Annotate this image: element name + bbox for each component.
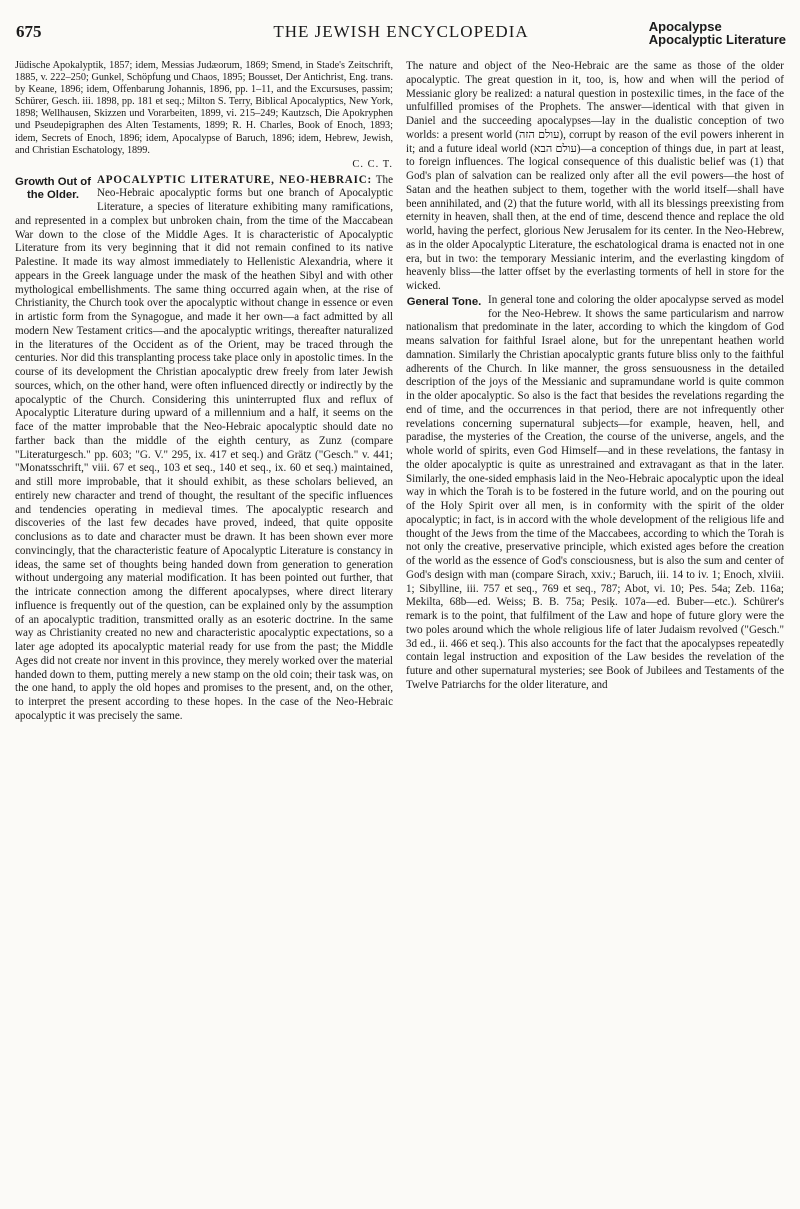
paragraph-1: Growth Out of the Older. The Neo-Hebraic apocalyptic forms but one branch of Apocalyptic Literature, a species of literature exhibiting many ramifications, and represented in a complex but unbroken chain, from the time of the Maccabean War down to the close of the Middle Ages. It is characteristic of Apocalyptic Literature from its very beginning that it did not remain confined to its native Palestine. It made its way almost immediately to Hellenistic Alexandria, where it appears in the Greek language under the mask of the heathen Sibyl and with other mythological embellishments. The same thing occurred again when, at the rise of Christianity, the Church took over the apocalyptic without change in essence or even in artistic form from the Synagogue, and made it her own—a fact admitted by all modern New Testament critics—and the apocalyptic writings, thereafter naturalized in the literatures of the Occident as of the Orient, may be traced through the centuries. Nor did this transplanting process take place only in apostolic times. In the course of its development the Christian apocalyptic drew freely from later Jewish sources, which, on the other hand, were often influenced directly or indirectly by the apocalyptic of the Church. Considering this uninterrupted flux and reflux of Apocalyptic Literature during upward of a millennium and a half, it seems on the face of the matter improbable that the Neo-Hebraic apocalyptic should date no farther back than the middle of the eighth century, as Zunz (compare "Literaturgesch." pp. 603; "G. V." 295, ix. 417 et seq.) and Grätz ("Gesch." v. 441; "Monatsschrift," viii. 67 et seq., 103 et seq., 140 et seq., ix. 60 et seq.) maintained, and still more improbable, that it should exhibit, as these scholars believed, an entirely new character and trend of thought, the resultant of the specific influences and tendencies operating in medieval times. The apocalyptic research and discoveries of the last few decades have proved, indeed, that quite opposite conclusions as to date and character must be drawn. It has been shown ever more convincingly, that the characteristic feature of Apocalyptic Literature is constancy in ideas, the same set of thoughts being handed down from generation to generation without undergoing any material modification. It has been pointed out further, that the intricate connection among the different apocalypses, where direct literary influence is frequently out of the question, can be explained only by the assumption of an apocalyptic tradition, transmitted orally as an esoteric doctrine. In the same way as Christianity created no new and characteristic apocalyptic expectations, so a later age adopted its apocalyptic material ready for use from the past; the Middle Ages did not create nor invent in this province, they merely worked over the material handed down to them, putting merely a new stamp on the old coin; their task was, on the one hand, to apply the old hopes and promises to the present, and, on the other, to interpret the present according to these hopes. In the case of the Neo-Hebraic apocalyptic it was precisely the same.	[15, 173, 393, 722]
author-signature: C. C. T.	[352, 158, 393, 170]
sidehead-general-tone: General Tone.	[406, 295, 482, 308]
catchword-line-1: Apocalypse	[648, 19, 722, 34]
catchword-line-2: Apocalyptic Literature	[648, 32, 786, 47]
paragraph-2: The nature and object of the Neo-Hebraic are the same as those of the older apocalyptic. The great question in it, too, is, how and when will the period of Messianic glory be realized: a natural question in postexilic times, in the face of the unfulfilled promises of the Prophets. The answer—identical with that given in Daniel and the succeeding apocalypses—lay in the dualistic conception of two worlds: a present world (עולם הזה), corrupt by reason of the evil powers inherent in it; and a future ideal world (עולם הבא)—a conception of things due, in part at least, to foreign influences. The logical consequence of this dualistic belief was (1) that God's plan of salvation can be realized only after all the evil powers—the host of Satan and the heathen subject to them, together with the world itself—shall have been annihilated, and (2) that the future world, with all its blessings preexisting from eternity in heaven, shall then, at the end of time, descend thence and replace the old world, having the perfect, glorious New Jerusalem for its center. In the Neo-Hebrew, as in the older Apocalyptic Literature, the eschatological drama is enacted not in one era, but in two: the temporary Messianic interim, and the everlasting kingdom of heavenly bliss—the latter offset by the everlasting torments of hell in store for the wicked.	[406, 60, 784, 292]
running-title: THE JEWISH ENCYCLOPEDIA	[273, 22, 529, 41]
article-opening	[15, 174, 393, 724]
catchwords	[649, 20, 786, 46]
page-number: 675	[16, 22, 42, 41]
paragraph-3: General Tone. In general tone and coloring the older apocalypse served as model for the Neo-Hebrew. It shows the same particularism and narrow nationalism that predominate in the later, according to which the kingdom of God means salvation for faithful Israel alone, but for the unrepentant heathen world damnation. Similarly the Christian apocalyptic grants future bliss only to the faithful adherents of the Church. In like manner, the gross sensuousness in the detailed description of the joys of the Messianic and supramundane world is quite common in the older apocalyptic. So also is the fact that besides the revelations regarding the end of time, and the occurrences in that period, there are not infrequently other revelations concerning supernatural subjects—for example, heaven, hell, and paradise, the mysteries of the Creation, the course of the universe, angels, and the whole world of spirits, even God Himself—and in these revelations, the fantasy in the older apocalyptic is quite as unrestrained and extravagant as that in the later. Similarly, the one-sided emphasis laid in the Neo-Hebraic apocalyptic upon the ideal way in which the Torah is to be fostered in the future world, and on the pouring out of the Holy Spirit over all men, is in conformity with the spirit of the older apocalyptic; in fact, is in accord with the whole development of the religious life and thought of the Jews from the time of the Maccabees, according to which the Torah is not only the creative, preservative principle, which existed ages before the creation of the world as the essence of God's consciousness, but is also the sum and center of God's design with man (compare Sirach, xxiv.; Baruch, iii. 14 to iv. 1; Enoch, xlviii. 1; Sibylline, iii. 757 et seq., 769 et seq., 787; Abot, vi. 10; Pes. 54a; Zeb. 116a; Mekilta, 68b—ed. Weiss; B. B. 75a; Pesiḳ. 107a—ed. Buber—etc.). Schürer's remark is to the point, that fulfilment of the Law and hope of future glory were the two poles around which the whole religious life of later Judaism revolved ("Gesch." 3d ed., ii. 466 et seq.). This also accounts for the fact that the apocalypses repeatedly contain legal instruction and exposition of the Law besides the revelation of the future and other supernatural mysteries; see Book of Jubilees and Testaments of the Twelve Patriarchs for the older literature, and	[406, 293, 784, 691]
page-header	[16, 20, 786, 50]
left-column	[15, 60, 393, 724]
bibliography: Jüdische Apokalyptik, 1857; idem, Messias Judæorum, 1869; Smend, in Stade's Zeitschrift, 1885, v. 222–250; Gunkel, Schöpfung und Chaos, 1895; Bousset, Der Antichrist, Eng. trans. by Keane, 1896; idem, Offenbarung Johannis, 1896, pp. 1–11, and the Excursuses, passim; Schürer, Gesch. iii. 1898, pp. 181 et seq.; Milton S. Terry, Biblical Apocalyptics, New York, 1898; Wellhausen, Skizzen und Vorarbeiten, 1899, vi. 215–249; Kautzsch, Die Apokryphen und Pseudepigraphen des Alten Testaments, 1899; R. H. Charles, Book of Enoch, 1893; idem, Secrets of Enoch, 1896; idem, Apocalypse of Baruch, 1896; idem, Hebrew, Jewish, and Christian Eschatology, 1899.	[15, 60, 393, 156]
right-column	[406, 60, 784, 693]
article-title: APOCALYPTIC LITERATURE, NEO-HEBRAIC:	[97, 173, 373, 186]
sidehead-growth: Growth Out of the Older.	[15, 175, 91, 202]
